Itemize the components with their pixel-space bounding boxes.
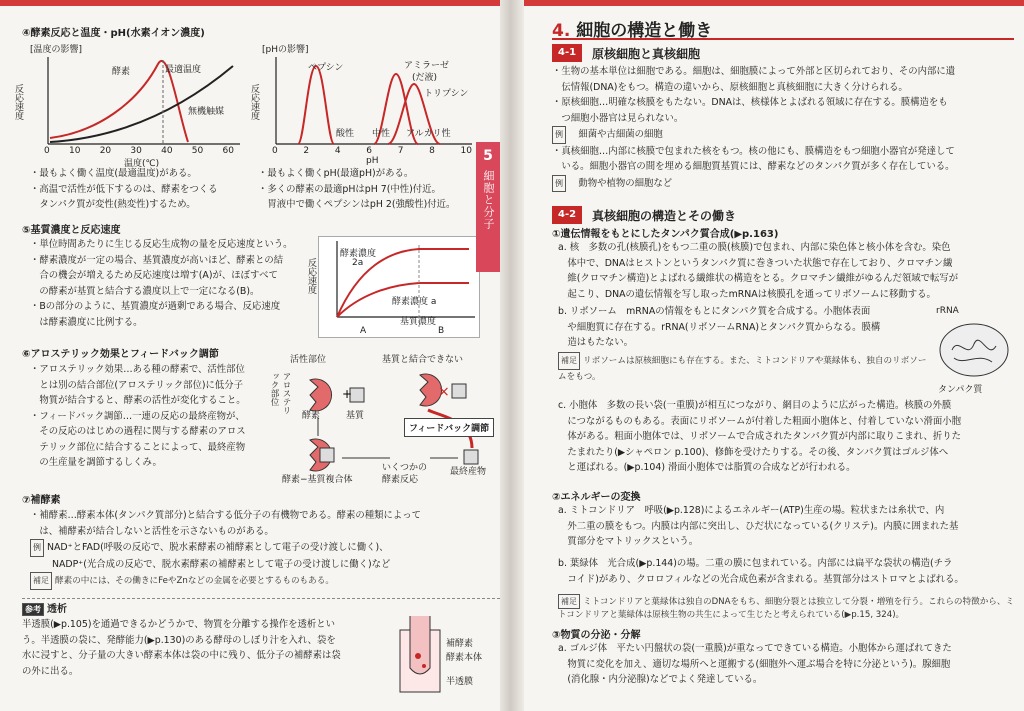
text-line: ・Bの部分のように、基質濃度が過剰である場合、反応速度: [30, 301, 281, 312]
temp-notes: [30, 166, 245, 213]
supplement-badge: 補足: [558, 594, 580, 609]
ribosome-supplement: [558, 352, 928, 385]
text-line: b. リボソーム mRNAの情報をもとにタンパク質を合成する。小胞体表面: [558, 306, 871, 317]
tick: 0: [272, 146, 278, 156]
text-line: その反応のはじめの過程に関与する酵素のアロス: [30, 426, 246, 437]
chapter-rule: [552, 38, 1014, 40]
temp-note: タンパク質が変性(熱変性)するため。: [30, 199, 196, 210]
text-line: 半透膜(▶p.105)を通過できるかどうかで、物質を分離する操作を透析とい: [22, 619, 336, 630]
substrate-label: 基質: [346, 411, 365, 421]
text-line: a. 核 多数の孔(核膜孔)をもつ二重の膜(核膜)で包まれ、内部に染色体と核小体を含む。染色: [558, 242, 951, 253]
svg-text:+: +: [342, 387, 353, 401]
text-line: 物質が結合すると、酵素の活性が変化すること。: [30, 395, 246, 406]
tick: 40: [161, 146, 173, 156]
text: 動物や植物の細胞など: [569, 177, 673, 189]
supplement-badge: 補足: [30, 572, 52, 590]
text-line: NADP⁺(光合成の反応で、脱水素酵素の補酵素として電子の受け渡しに働く)など: [52, 558, 391, 570]
rrna-label: rRNA: [936, 306, 959, 316]
example-badge: 例: [552, 175, 566, 193]
trypsin-label: トリプシン: [424, 89, 469, 99]
section-4-1-text: [552, 64, 1017, 192]
reference-badge: 参考: [22, 603, 44, 616]
amylase-sub-label: (だ液): [412, 73, 438, 83]
alkaline-label: アルカリ性: [406, 129, 451, 139]
protein-label: タンパク質: [938, 385, 983, 395]
text-line: と運ばれる。(▶p.104) 滑面小胞体では脂質の合成などが行われる。: [558, 462, 856, 473]
sub-enz2a-label: 酵素濃度: [340, 249, 377, 259]
text-line: ・アロステリック効果…ある種の酵素で、活性部位: [30, 364, 245, 375]
temp-note: ・高温で活性が低下するのは、酵素をつくる: [30, 183, 218, 195]
ph-ylabel: 反応速度: [249, 84, 259, 120]
tick: 6: [366, 146, 372, 156]
pepsin-curve: [298, 66, 334, 144]
temp-optimum-label: 最適温度: [165, 65, 202, 75]
text-line: の酵素が基質と結合する濃度以上で一定になる(B)。: [30, 285, 260, 297]
sub-1-title: ①遺伝情報をもとにしたタンパク質合成(▶p.163): [552, 229, 779, 240]
text-line: たまれたり(▶シャペロン p.100)、修飾を受けたりする。その後、タンパク質はゴルジ体へ: [558, 446, 949, 458]
section-6-title: ⑥アロステリック効果とフィードバック調節: [22, 349, 219, 360]
amylase-label: アミラーゼ: [404, 61, 449, 71]
text-line: とは別の結合部位(アロステリック部位)に低分子: [30, 379, 244, 391]
feedback-label: フィードバック調節: [404, 418, 494, 437]
neutral-label: 中性: [372, 129, 391, 139]
temp-inorganic-label: 無機触媒: [188, 107, 225, 117]
text-line: 体がある。粗面小胞体では、リボソームで合成されたタンパク質が内部に取りこまれ、折りた: [558, 431, 962, 442]
temp-note: ・最もよく働く温度(最適温度)がある。: [30, 168, 197, 179]
text: ミトコンドリアと葉緑体は独自のDNAをもち、細胞分裂とは独立して分裂・増殖を行う。これらの特徴から、ミトコンドリアと葉緑体は原核生物の共生によって生じたと考えられている(▶p.15, 324)。: [558, 597, 1015, 620]
ph-note: 胃液中で働くペプシンはpH 2(強酸性)付近。: [258, 199, 456, 210]
chapter-tab-number: 5: [483, 148, 493, 164]
sub-2a-label: 2a: [352, 258, 364, 268]
cannot-bind-label: 基質と結合できない: [382, 355, 464, 365]
reference-heading: [22, 600, 67, 616]
chapter-tab-text: 細胞と分子: [482, 170, 495, 230]
ph-note: ・最もよく働くpH(最適pH)がある。: [258, 168, 414, 179]
er-text: [558, 398, 1018, 476]
enzyme-shape: [310, 379, 332, 411]
several-label: いくつかの: [382, 463, 428, 473]
right-page: [524, 0, 1024, 711]
text-line: テリック部位に結合することによって、最終産物: [30, 441, 246, 453]
text-line: 水に浸すと、分子量の大きい酵素本体は袋の中に残り、低分子の補酵素は袋: [22, 650, 341, 661]
dialysis-text: [22, 617, 394, 679]
golgi-text: [558, 641, 1018, 688]
tick: 7: [397, 146, 404, 156]
text-line: の生産量を調節するしくみ。: [30, 457, 162, 468]
dialysis-beaker: [396, 608, 444, 698]
tick: 60: [222, 146, 234, 156]
text-line: a. ゴルジ体 平たい円盤状の袋(一重膜)が重なってできている構造。小胞体から運ばれてきた: [558, 643, 952, 654]
text-line: つ細胞小器官は見られない。: [552, 112, 684, 124]
text: 酵素の中には、その働きにFeやZnなどの金属を必要とするものもある。: [55, 576, 334, 586]
text-line: ・単位時間あたりに生じる反応生成物の量を反応速度という。: [30, 239, 293, 250]
text-line: ・フィードバック調節…一連の反応の最終産物が、: [30, 410, 245, 422]
example-line: [552, 126, 1017, 144]
sub-enza-label: 酵素濃度 a: [392, 297, 437, 307]
ph-notes: [258, 166, 498, 213]
text-line: コイド)があり、クロロフィルなどの光合成色素が含まれる。基質部分はストロマとよばれる。: [558, 573, 964, 585]
chloroplast-text: [558, 556, 1018, 587]
tick: 10: [68, 146, 81, 156]
text-line: 維(クロマチン構造)とよばれる繊維状の構造をとる。クロマチン繊維がゆるんだ領域で転写が: [558, 273, 959, 284]
chapter-tab-left: [476, 142, 500, 272]
text-line: (消化腺・内分泌腺)などでよく発達している。: [558, 674, 763, 685]
section-4-1-title: 原核細胞と真核細胞: [592, 47, 701, 61]
substrate-shape: [350, 388, 364, 402]
text-line: 伝情報(DNA)をもつ。構造の違いから、原核細胞と真核細胞に大きく分けられる。: [552, 81, 908, 93]
example-badge: 例: [552, 126, 566, 144]
section-4-title: ④酵素反応と温度・pH(水素イオン濃度): [22, 28, 205, 39]
text: リボソームは原核細胞にも存在する。また、ミトコンドリアや葉緑体も、独自のリボソームをもつ。: [558, 356, 927, 382]
supplement-badge: 補足: [558, 352, 580, 370]
section-4-1-badge: 4-1: [552, 44, 582, 62]
tick: 20: [99, 146, 112, 156]
sub-2-title: ②エネルギーの変換: [552, 492, 641, 503]
section-4-2-badge: 4-2: [552, 206, 582, 224]
reference-rule: [22, 598, 500, 599]
svg-text:×: ×: [438, 384, 450, 400]
region-a-label: A: [360, 326, 367, 336]
text-line: ・酵素濃度が一定の場合、基質濃度が高いほど、酵素との結: [30, 254, 284, 266]
enzyme-label: 酵素: [302, 411, 321, 421]
temp-ylabel: 反応速度: [13, 84, 23, 120]
enzyme-body-label: 酵素本体: [446, 653, 483, 663]
organelle-supplement: [558, 594, 1018, 622]
text-line: につながるものもある。表面にリボソームが付着した粗面小胞体と、付着していない滑面小胞: [558, 415, 961, 427]
tick: 30: [130, 146, 142, 156]
tick: 2: [303, 146, 310, 156]
text-line: の外に出る。: [22, 665, 79, 677]
region-b-label: B: [438, 326, 445, 336]
active-site-label: 活性部位: [290, 355, 327, 365]
tick: 0: [44, 146, 50, 156]
temp-chart-title: [温度の影響]: [30, 45, 83, 55]
text-line: 合の機会が増えるため反応速度は増す(A)が、ほぼすべて: [30, 270, 278, 281]
acid-label: 酸性: [336, 129, 355, 139]
text-line: 物質に変化を加え、適切な場所へと運搬する(細胞外へ運ぶ場合を特に分泌という)。腺細胞: [558, 658, 951, 670]
example-line: [30, 539, 500, 557]
text-line: 造はもたない。: [558, 337, 634, 348]
top-rule-left: [0, 0, 500, 6]
sub-xlabel: 基質濃度: [400, 317, 437, 327]
temp-ticks: [44, 146, 234, 156]
section-7-text: [30, 508, 500, 590]
section-7-title: ⑦補酵素: [22, 495, 61, 506]
text-line: いる。細胞小器官の間を埋める細胞質基質には、酵素などのタンパク質が多く存在している。: [552, 161, 955, 172]
text-line: ・補酵素…酵素本体(タンパク質部分)と結合する低分子の有機物である。酵素の種類によって: [30, 510, 422, 521]
membrane-label: 半透膜: [446, 677, 474, 687]
sub-ylabel: 反応速度: [306, 258, 316, 294]
ribosome-figure: [934, 316, 1014, 380]
text-line: は酵素濃度に比例する。: [30, 316, 143, 328]
text: 細菌や古細菌の細胞: [569, 129, 663, 140]
text-line: 外二重の膜をもつ。内膜は内部に突出し、ひだ状になっている(クリステ)。内膜に囲まれた基: [558, 520, 959, 532]
nucleus-text: [558, 240, 1018, 302]
temp-xlabel: 温度(℃): [124, 159, 160, 169]
text-line: 体中で、DNAはヒストンというタンパク質に巻きついた状態で存在しており、クロマチン繊: [558, 257, 953, 269]
book-gutter: [500, 0, 524, 711]
text-line: b. 葉緑体 光合成(▶p.144)の場。二重の膜に包まれている。内部には扁平な袋状の構造(チラ: [558, 558, 953, 569]
coenzyme-label: 補酵素: [446, 639, 474, 649]
ph-note: ・多くの酵素の最適pHはpH 7(中性)付近。: [258, 183, 441, 195]
pepsin-label: ペプシン: [308, 63, 344, 73]
reactions-label: 酵素反応: [382, 475, 419, 485]
example-line: [552, 175, 1017, 193]
top-rule-right: [524, 0, 1024, 6]
text-line: は、補酵素が結合しないと活性を示さないものがある。: [30, 525, 274, 537]
section-6-text: [30, 362, 280, 471]
tick: 4: [334, 146, 341, 156]
sub-3-title: ③物質の分泌・分解: [552, 630, 641, 641]
text-line: ・生物の基本単位は細胞である。細胞は、細胞膜によって外部と区切られており、その内部に遺: [552, 66, 956, 77]
section-5-title: ⑤基質濃度と反応速度: [22, 225, 121, 236]
text-line: う。半透膜の袋に、発酵能力(▶p.130)のある酵母のしぼり汁を入れ、袋を: [22, 634, 336, 646]
tick: 50: [191, 146, 204, 156]
section-5-text: [30, 237, 320, 330]
supplement-line: [30, 572, 500, 590]
mitochondria-text: [558, 503, 1018, 550]
ribosome-text: [558, 304, 938, 351]
example-badge: 例: [30, 539, 44, 557]
reference-title: 透析: [47, 604, 67, 615]
text-line: ・真核細胞…内部に核膜で包まれた核をもつ。核の他にも、膜構造をもつ細胞小器官が発達して: [552, 145, 955, 157]
text-line: a. ミトコンドリア 呼吸(▶p.128)によるエネルギー(ATP)生産の場。粒状または糸状で、内: [558, 505, 945, 516]
text: NAD⁺とFAD(呼吸の反応で、脱水素酵素の補酵素として電子の受け渡しに働く)、: [47, 542, 389, 553]
temp-enzyme-label: 酵素: [112, 67, 131, 77]
final-product-label: 最終産物: [450, 467, 487, 477]
ph-chart-title: [pHの影響]: [262, 45, 309, 55]
section-4-2-title: 真核細胞の構造とその働き: [592, 209, 737, 223]
text-line: 質部分をマトリックスという。: [558, 536, 699, 547]
text-line: 起こり、DNAの遺伝情報を写し取ったmRNAは核膜孔を通ってリボソームに移動する。: [558, 288, 936, 300]
ph-ticks: [272, 146, 472, 156]
text-line: c. 小胞体 多数の長い袋(一重膜)が相互につながり、網目のように広がった構造。核膜の外膜: [558, 400, 952, 411]
chapter-title: 細胞の構造と働き: [576, 21, 713, 41]
ph-xlabel: pH: [366, 156, 379, 166]
tick: 8: [429, 146, 435, 156]
text-line: や細胞質に存在する。rRNA(リボソームRNA)とタンパク質からなる。膜構: [558, 321, 881, 333]
complex-label: 酵素−基質複合体: [282, 475, 353, 485]
tick: 10: [460, 146, 472, 156]
text-line: ・原核細胞…明確な核膜をもたない。DNAは、核様体とよばれる領域に存在する。膜構造をも: [552, 97, 948, 108]
allosteric-site-label: アロステリック部位: [269, 372, 291, 415]
chapter-number: 4.: [552, 21, 571, 41]
